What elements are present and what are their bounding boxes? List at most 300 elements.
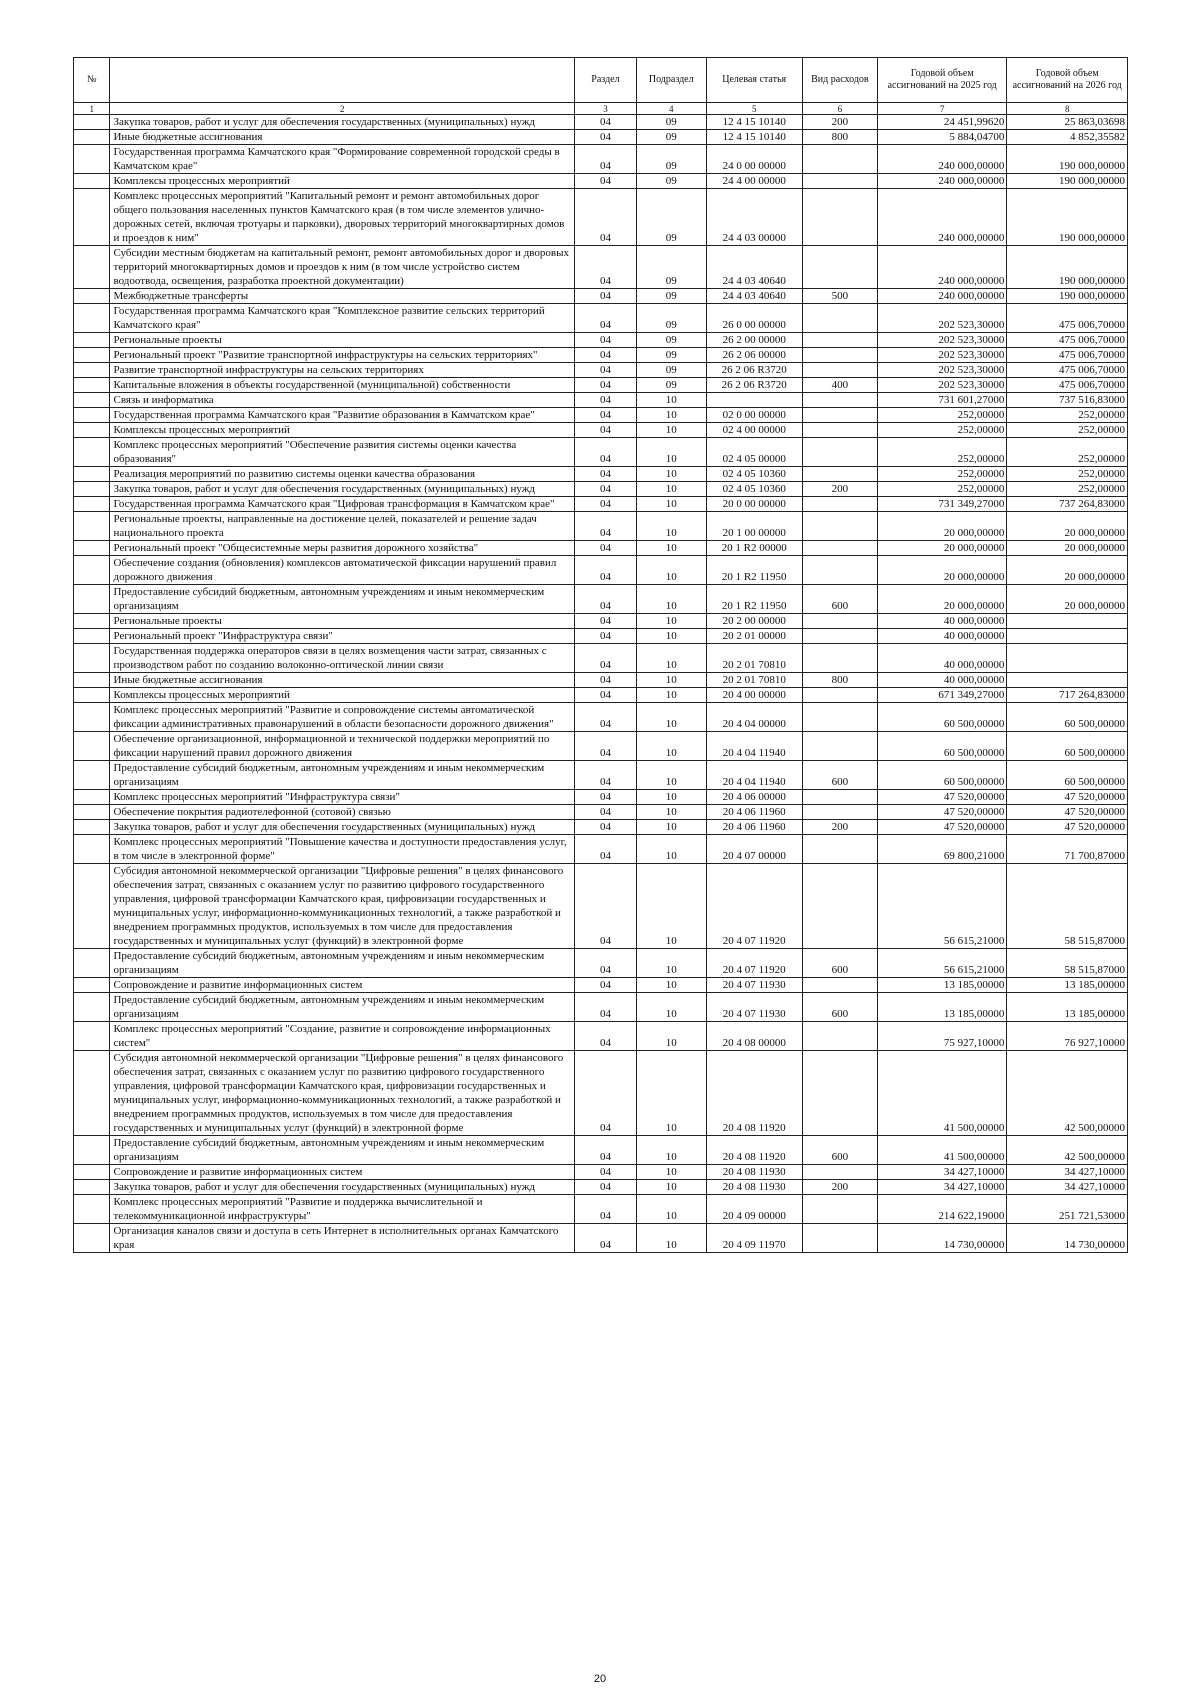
table-row: [74, 629, 1128, 644]
row-razdel-cell: 04: [574, 408, 636, 423]
row-number-cell: [74, 1195, 110, 1224]
row-razdel-cell: 04: [574, 993, 636, 1022]
row-target-cell: 20 4 06 00000: [706, 790, 802, 805]
row-target-cell: 20 1 R2 11950: [706, 585, 802, 614]
row-target-cell: 24 0 00 00000: [706, 145, 802, 174]
row-target-cell: 26 2 06 00000: [706, 348, 802, 363]
row-podrazdel-cell: 10: [636, 408, 706, 423]
row-2025-cell: 41 500,00000: [878, 1136, 1007, 1165]
row-razdel-cell: 04: [574, 629, 636, 644]
row-podrazdel-cell: 10: [636, 467, 706, 482]
row-podrazdel-cell: 10: [636, 790, 706, 805]
row-target-cell: 20 4 07 00000: [706, 835, 802, 864]
row-2026-cell: 76 927,10000: [1007, 1022, 1128, 1051]
row-razdel-cell: 04: [574, 174, 636, 189]
row-number-cell: [74, 438, 110, 467]
row-vid-cell: 800: [802, 673, 877, 688]
row-name-cell: Закупка товаров, работ и услуг для обеспечения государственных (муниципальных) нужд: [110, 482, 575, 497]
row-number-cell: [74, 189, 110, 246]
row-target-cell: 02 4 00 00000: [706, 423, 802, 438]
row-target-cell: 20 4 07 11920: [706, 949, 802, 978]
row-podrazdel-cell: 10: [636, 703, 706, 732]
table-row: [74, 512, 1128, 541]
row-podrazdel-cell: 10: [636, 1051, 706, 1136]
row-target-cell: 20 0 00 00000: [706, 497, 802, 512]
row-number-cell: [74, 145, 110, 174]
row-2025-cell: 40 000,00000: [878, 629, 1007, 644]
row-name-cell: Государственная программа Камчатского края "Формирование современной городской среды в Камчатском крае": [110, 145, 575, 174]
row-razdel-cell: 04: [574, 512, 636, 541]
row-podrazdel-cell: 09: [636, 289, 706, 304]
row-2025-cell: 56 615,21000: [878, 949, 1007, 978]
col-header-vid: Вид расходов: [802, 58, 877, 103]
row-podrazdel-cell: 09: [636, 115, 706, 130]
row-name-cell: Региональный проект "Развитие транспортной инфраструктуры на сельских территориях": [110, 348, 575, 363]
row-razdel-cell: 04: [574, 614, 636, 629]
row-razdel-cell: 04: [574, 497, 636, 512]
row-2026-cell: 190 000,00000: [1007, 189, 1128, 246]
row-2025-cell: 60 500,00000: [878, 732, 1007, 761]
table-row: [74, 378, 1128, 393]
row-target-cell: 26 2 06 R3720: [706, 363, 802, 378]
row-2025-cell: 731 601,27000: [878, 393, 1007, 408]
row-vid-cell: [802, 835, 877, 864]
row-2026-cell: [1007, 629, 1128, 644]
row-target-cell: 20 2 00 00000: [706, 614, 802, 629]
row-number-cell: [74, 115, 110, 130]
row-name-cell: Государственная программа Камчатского края "Комплексное развитие сельских территорий Камчатского края": [110, 304, 575, 333]
row-number-cell: [74, 482, 110, 497]
table-row: [74, 703, 1128, 732]
row-podrazdel-cell: 09: [636, 246, 706, 289]
row-name-cell: Иные бюджетные ассигнования: [110, 130, 575, 145]
row-name-cell: Развитие транспортной инфраструктуры на сельских территориях: [110, 363, 575, 378]
row-podrazdel-cell: 10: [636, 949, 706, 978]
row-podrazdel-cell: 10: [636, 1136, 706, 1165]
table-row: [74, 1224, 1128, 1253]
table-row: [74, 1051, 1128, 1136]
row-2026-cell: 737 264,83000: [1007, 497, 1128, 512]
row-2026-cell: 60 500,00000: [1007, 761, 1128, 790]
row-vid-cell: [802, 363, 877, 378]
row-name-cell: Комплексы процессных мероприятий: [110, 423, 575, 438]
row-name-cell: Капитальные вложения в объекты государственной (муниципальной) собственности: [110, 378, 575, 393]
col-number: 1: [74, 103, 110, 115]
row-2025-cell: 731 349,27000: [878, 497, 1007, 512]
row-2025-cell: 252,00000: [878, 438, 1007, 467]
row-vid-cell: [802, 348, 877, 363]
row-number-cell: [74, 820, 110, 835]
row-2026-cell: 475 006,70000: [1007, 304, 1128, 333]
row-razdel-cell: 04: [574, 949, 636, 978]
row-name-cell: Предоставление субсидий бюджетным, автономным учреждениям и иным некоммерческим организациям: [110, 585, 575, 614]
row-vid-cell: [802, 790, 877, 805]
row-vid-cell: [802, 512, 877, 541]
row-target-cell: 26 2 00 00000: [706, 333, 802, 348]
row-number-cell: [74, 541, 110, 556]
row-target-cell: 20 4 08 00000: [706, 1022, 802, 1051]
row-name-cell: Субсидия автономной некоммерческой организации "Цифровые решения" в целях финансового обеспечения затрат, связанных с оказанием услуг по развитию цифрового государственного управления, цифровой трансформации Камчатского края, цифровизации государственных и муниципальных услуг, информационно-коммуникационных технологий, а также разработкой и внедрением программных продуктов, используемых в том числе для предоставления государственных и муниципальных услуг (функций) в электронной форме: [110, 1051, 575, 1136]
row-target-cell: 24 4 03 00000: [706, 189, 802, 246]
row-name-cell: Комплекс процессных мероприятий "Повышение качества и доступности предоставления услуг, в том числе в электронной форме": [110, 835, 575, 864]
row-target-cell: 20 4 04 11940: [706, 761, 802, 790]
row-target-cell: 20 4 08 11920: [706, 1136, 802, 1165]
row-name-cell: Предоставление субсидий бюджетным, автономным учреждениям и иным некоммерческим организациям: [110, 1136, 575, 1165]
row-2025-cell: 252,00000: [878, 467, 1007, 482]
row-razdel-cell: 04: [574, 246, 636, 289]
row-2026-cell: 20 000,00000: [1007, 585, 1128, 614]
row-2025-cell: 40 000,00000: [878, 644, 1007, 673]
row-podrazdel-cell: 09: [636, 145, 706, 174]
row-razdel-cell: 04: [574, 393, 636, 408]
row-2025-cell: 202 523,30000: [878, 304, 1007, 333]
table-row: [74, 482, 1128, 497]
table-row: [74, 393, 1128, 408]
row-razdel-cell: 04: [574, 482, 636, 497]
row-2026-cell: 252,00000: [1007, 482, 1128, 497]
row-podrazdel-cell: 10: [636, 993, 706, 1022]
row-vid-cell: [802, 1195, 877, 1224]
row-vid-cell: [802, 629, 877, 644]
row-name-cell: Государственная программа Камчатского края "Развитие образования в Камчатском крае": [110, 408, 575, 423]
row-razdel-cell: 04: [574, 703, 636, 732]
row-2025-cell: 20 000,00000: [878, 541, 1007, 556]
row-razdel-cell: 04: [574, 115, 636, 130]
row-number-cell: [74, 688, 110, 703]
row-2025-cell: 20 000,00000: [878, 512, 1007, 541]
row-podrazdel-cell: 10: [636, 423, 706, 438]
row-2025-cell: 60 500,00000: [878, 761, 1007, 790]
row-2025-cell: 56 615,21000: [878, 864, 1007, 949]
row-podrazdel-cell: 10: [636, 1022, 706, 1051]
col-header-razdel: Раздел: [574, 58, 636, 103]
row-target-cell: 20 4 07 11930: [706, 978, 802, 993]
row-target-cell: 20 4 09 00000: [706, 1195, 802, 1224]
row-2026-cell: [1007, 673, 1128, 688]
table-row: [74, 864, 1128, 949]
row-vid-cell: 600: [802, 1136, 877, 1165]
row-name-cell: Региональный проект "Инфраструктура связи": [110, 629, 575, 644]
row-vid-cell: [802, 1165, 877, 1180]
col-header-2025: Годовой объем ассигнований на 2025 год: [878, 58, 1007, 103]
row-2026-cell: 34 427,10000: [1007, 1165, 1128, 1180]
row-2026-cell: 13 185,00000: [1007, 993, 1128, 1022]
row-number-cell: [74, 761, 110, 790]
row-podrazdel-cell: 10: [636, 541, 706, 556]
table-row: [74, 467, 1128, 482]
row-2026-cell: 190 000,00000: [1007, 289, 1128, 304]
row-vid-cell: [802, 145, 877, 174]
row-vid-cell: 600: [802, 993, 877, 1022]
row-podrazdel-cell: 10: [636, 644, 706, 673]
table-row: [74, 333, 1128, 348]
row-2026-cell: 475 006,70000: [1007, 378, 1128, 393]
row-vid-cell: 200: [802, 1180, 877, 1195]
row-2026-cell: [1007, 614, 1128, 629]
row-podrazdel-cell: 10: [636, 393, 706, 408]
row-2025-cell: 41 500,00000: [878, 1051, 1007, 1136]
row-razdel-cell: 04: [574, 585, 636, 614]
row-razdel-cell: 04: [574, 1195, 636, 1224]
row-vid-cell: 500: [802, 289, 877, 304]
row-2026-cell: 190 000,00000: [1007, 246, 1128, 289]
row-2025-cell: 5 884,04700: [878, 130, 1007, 145]
row-2025-cell: 252,00000: [878, 408, 1007, 423]
row-2026-cell: 20 000,00000: [1007, 556, 1128, 585]
row-target-cell: 20 4 08 11920: [706, 1051, 802, 1136]
row-2026-cell: 58 515,87000: [1007, 864, 1128, 949]
row-vid-cell: [802, 644, 877, 673]
row-razdel-cell: 04: [574, 820, 636, 835]
row-razdel-cell: 04: [574, 761, 636, 790]
row-razdel-cell: 04: [574, 805, 636, 820]
row-number-cell: [74, 378, 110, 393]
column-number-row: [74, 103, 1128, 115]
row-name-cell: Организация каналов связи и доступа в сеть Интернет в исполнительных органах Камчатского края: [110, 1224, 575, 1253]
col-header-target: Целевая статья: [706, 58, 802, 103]
row-name-cell: Межбюджетные трансферты: [110, 289, 575, 304]
row-name-cell: Комплексы процессных мероприятий: [110, 174, 575, 189]
row-number-cell: [74, 1051, 110, 1136]
row-name-cell: Предоставление субсидий бюджетным, автономным учреждениям и иным некоммерческим организациям: [110, 993, 575, 1022]
row-number-cell: [74, 1136, 110, 1165]
table-row: [74, 115, 1128, 130]
table-row: [74, 556, 1128, 585]
row-vid-cell: [802, 246, 877, 289]
row-podrazdel-cell: 09: [636, 333, 706, 348]
row-2026-cell: 252,00000: [1007, 467, 1128, 482]
row-number-cell: [74, 246, 110, 289]
table-row: [74, 1195, 1128, 1224]
row-vid-cell: [802, 438, 877, 467]
row-podrazdel-cell: 10: [636, 1180, 706, 1195]
row-razdel-cell: 04: [574, 556, 636, 585]
row-2026-cell: 252,00000: [1007, 408, 1128, 423]
table-row: [74, 644, 1128, 673]
row-2025-cell: 40 000,00000: [878, 673, 1007, 688]
row-razdel-cell: 04: [574, 130, 636, 145]
row-number-cell: [74, 348, 110, 363]
row-2026-cell: 20 000,00000: [1007, 512, 1128, 541]
row-2026-cell: 190 000,00000: [1007, 145, 1128, 174]
row-name-cell: Региональный проект "Общесистемные меры развития дорожного хозяйства": [110, 541, 575, 556]
row-target-cell: 02 4 05 10360: [706, 467, 802, 482]
row-podrazdel-cell: 09: [636, 130, 706, 145]
row-podrazdel-cell: 10: [636, 761, 706, 790]
row-number-cell: [74, 512, 110, 541]
row-podrazdel-cell: 10: [636, 585, 706, 614]
table-row: [74, 732, 1128, 761]
table-row: [74, 246, 1128, 289]
table-row: [74, 408, 1128, 423]
row-2025-cell: 14 730,00000: [878, 1224, 1007, 1253]
row-vid-cell: 600: [802, 761, 877, 790]
row-podrazdel-cell: 09: [636, 348, 706, 363]
table-row: [74, 1180, 1128, 1195]
row-vid-cell: [802, 304, 877, 333]
table-row: [74, 130, 1128, 145]
row-razdel-cell: 04: [574, 1051, 636, 1136]
row-name-cell: Региональные проекты, направленные на достижение целей, показателей и решение задач национального проекта: [110, 512, 575, 541]
row-razdel-cell: 04: [574, 423, 636, 438]
row-razdel-cell: 04: [574, 978, 636, 993]
row-podrazdel-cell: 09: [636, 304, 706, 333]
col-number: 2: [110, 103, 575, 115]
row-2026-cell: 25 863,03698: [1007, 115, 1128, 130]
table-row: [74, 1136, 1128, 1165]
col-header-2026: Годовой объем ассигнований на 2026 год: [1007, 58, 1128, 103]
table-row: [74, 835, 1128, 864]
table-row: [74, 585, 1128, 614]
row-2026-cell: 4 852,35582: [1007, 130, 1128, 145]
row-target-cell: 02 4 05 10360: [706, 482, 802, 497]
row-vid-cell: [802, 703, 877, 732]
row-razdel-cell: 04: [574, 1136, 636, 1165]
row-target-cell: 20 2 01 70810: [706, 644, 802, 673]
row-number-cell: [74, 790, 110, 805]
row-podrazdel-cell: 10: [636, 835, 706, 864]
row-podrazdel-cell: 10: [636, 820, 706, 835]
row-2026-cell: 60 500,00000: [1007, 703, 1128, 732]
table-row: [74, 820, 1128, 835]
row-2026-cell: 475 006,70000: [1007, 348, 1128, 363]
col-number: 5: [706, 103, 802, 115]
row-vid-cell: [802, 1051, 877, 1136]
row-2026-cell: 475 006,70000: [1007, 333, 1128, 348]
row-target-cell: 20 1 R2 00000: [706, 541, 802, 556]
row-name-cell: Предоставление субсидий бюджетным, автономным учреждениям и иным некоммерческим организациям: [110, 761, 575, 790]
row-name-cell: Комплекс процессных мероприятий "Создание, развитие и сопровождение информационных систем": [110, 1022, 575, 1051]
row-2025-cell: 13 185,00000: [878, 993, 1007, 1022]
table-row: [74, 790, 1128, 805]
row-2026-cell: 475 006,70000: [1007, 363, 1128, 378]
row-number-cell: [74, 304, 110, 333]
row-name-cell: Сопровождение и развитие информационных систем: [110, 1165, 575, 1180]
row-vid-cell: [802, 732, 877, 761]
row-podrazdel-cell: 10: [636, 673, 706, 688]
row-razdel-cell: 04: [574, 1022, 636, 1051]
row-razdel-cell: 04: [574, 541, 636, 556]
header-row: [74, 58, 1128, 103]
row-number-cell: [74, 585, 110, 614]
table-row: [74, 978, 1128, 993]
row-razdel-cell: 04: [574, 688, 636, 703]
row-2026-cell: 47 520,00000: [1007, 820, 1128, 835]
row-2026-cell: 47 520,00000: [1007, 790, 1128, 805]
row-vid-cell: [802, 864, 877, 949]
row-2025-cell: 252,00000: [878, 423, 1007, 438]
row-podrazdel-cell: 09: [636, 363, 706, 378]
row-podrazdel-cell: 10: [636, 614, 706, 629]
row-vid-cell: [802, 393, 877, 408]
row-name-cell: Субсидия автономной некоммерческой организации "Цифровые решения" в целях финансового обеспечения затрат, связанных с оказанием услуг по развитию цифрового государственного управления, цифровой трансформации Камчатского края, цифровизации государственных и муниципальных услуг, информационно-коммуникационных технологий, а также разработкой и внедрением программных продуктов, используемых в том числе для предоставления государственных и муниципальных услуг (функций) в электронной форме: [110, 864, 575, 949]
row-2026-cell: 58 515,87000: [1007, 949, 1128, 978]
table-row: [74, 805, 1128, 820]
row-number-cell: [74, 1022, 110, 1051]
table-body: [74, 115, 1128, 1253]
row-2025-cell: 69 800,21000: [878, 835, 1007, 864]
row-vid-cell: 200: [802, 482, 877, 497]
row-number-cell: [74, 408, 110, 423]
row-vid-cell: [802, 556, 877, 585]
row-2026-cell: 42 500,00000: [1007, 1051, 1128, 1136]
table-row: [74, 1165, 1128, 1180]
row-razdel-cell: 04: [574, 790, 636, 805]
row-name-cell: Государственная программа Камчатского края "Цифровая трансформация в Камчатском крае": [110, 497, 575, 512]
row-podrazdel-cell: 09: [636, 174, 706, 189]
row-2025-cell: 47 520,00000: [878, 790, 1007, 805]
row-vid-cell: [802, 467, 877, 482]
row-target-cell: 20 4 08 11930: [706, 1180, 802, 1195]
row-number-cell: [74, 864, 110, 949]
row-podrazdel-cell: 10: [636, 1195, 706, 1224]
row-podrazdel-cell: 10: [636, 512, 706, 541]
row-name-cell: Комплекс процессных мероприятий "Развитие и сопровождение системы автоматической фиксации административных правонарушений в области безопасности дорожного движения": [110, 703, 575, 732]
row-target-cell: 02 4 05 00000: [706, 438, 802, 467]
row-number-cell: [74, 835, 110, 864]
row-name-cell: Комплекс процессных мероприятий "Инфраструктура связи": [110, 790, 575, 805]
row-vid-cell: [802, 978, 877, 993]
row-name-cell: Комплекс процессных мероприятий "Капитальный ремонт и ремонт автомобильных дорог общего пользования населенных пунктов Камчатского края (в том числе элементов улично-дорожных сетей, включая тротуары и парковки), дворовых территорий многоквартирных домов и проездов к ним": [110, 189, 575, 246]
row-name-cell: Закупка товаров, работ и услуг для обеспечения государственных (муниципальных) нужд: [110, 115, 575, 130]
row-name-cell: Закупка товаров, работ и услуг для обеспечения государственных (муниципальных) нужд: [110, 1180, 575, 1195]
row-target-cell: 20 2 01 00000: [706, 629, 802, 644]
row-razdel-cell: 04: [574, 1165, 636, 1180]
row-vid-cell: 800: [802, 130, 877, 145]
table-row: [74, 614, 1128, 629]
col-header-no: №: [74, 58, 110, 103]
row-target-cell: 20 1 00 00000: [706, 512, 802, 541]
row-razdel-cell: 04: [574, 189, 636, 246]
row-number-cell: [74, 732, 110, 761]
row-2026-cell: 252,00000: [1007, 423, 1128, 438]
row-2026-cell: 34 427,10000: [1007, 1180, 1128, 1195]
row-razdel-cell: 04: [574, 644, 636, 673]
row-vid-cell: [802, 174, 877, 189]
row-razdel-cell: 04: [574, 289, 636, 304]
table-row: [74, 189, 1128, 246]
row-number-cell: [74, 993, 110, 1022]
row-2025-cell: 252,00000: [878, 482, 1007, 497]
row-number-cell: [74, 423, 110, 438]
row-2026-cell: 737 516,83000: [1007, 393, 1128, 408]
row-podrazdel-cell: 10: [636, 497, 706, 512]
budget-table-sheet: [73, 57, 1128, 1253]
table-row: [74, 438, 1128, 467]
row-vid-cell: 400: [802, 378, 877, 393]
row-razdel-cell: 04: [574, 1180, 636, 1195]
row-number-cell: [74, 333, 110, 348]
row-2026-cell: 190 000,00000: [1007, 174, 1128, 189]
row-target-cell: 20 1 R2 11950: [706, 556, 802, 585]
row-name-cell: Закупка товаров, работ и услуг для обеспечения государственных (муниципальных) нужд: [110, 820, 575, 835]
row-vid-cell: [802, 189, 877, 246]
row-2026-cell: [1007, 644, 1128, 673]
row-number-cell: [74, 1165, 110, 1180]
row-name-cell: Комплекс процессных мероприятий "Обеспечение развития системы оценки качества образования": [110, 438, 575, 467]
row-razdel-cell: 04: [574, 304, 636, 333]
row-name-cell: Обеспечение создания (обновления) комплексов автоматической фиксации нарушений правил дорожного движения: [110, 556, 575, 585]
row-2025-cell: 240 000,00000: [878, 174, 1007, 189]
row-target-cell: 24 4 00 00000: [706, 174, 802, 189]
row-name-cell: Реализация мероприятий по развитию системы оценки качества образования: [110, 467, 575, 482]
row-2025-cell: 20 000,00000: [878, 585, 1007, 614]
table-row: [74, 497, 1128, 512]
row-target-cell: 20 4 07 11920: [706, 864, 802, 949]
row-2025-cell: 240 000,00000: [878, 145, 1007, 174]
table-row: [74, 688, 1128, 703]
row-razdel-cell: 04: [574, 732, 636, 761]
